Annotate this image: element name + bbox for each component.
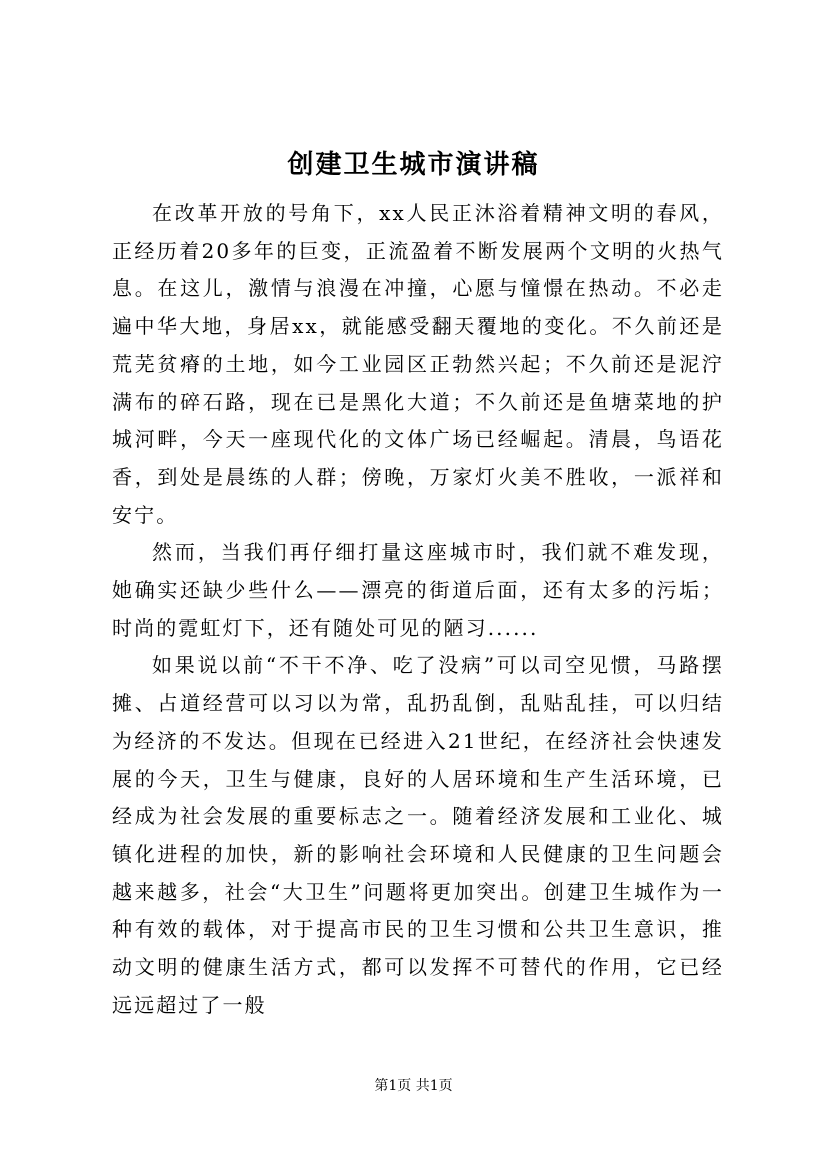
document-body — [112, 195, 724, 1024]
page-footer: 第1页 共1页 — [374, 1078, 453, 1094]
document-title: 创建卫生城市演讲稿 — [287, 150, 540, 180]
paragraph-1: 在改革开放的号角下，xx人民正沐浴着精神文明的春风，正经历着20多年的巨变，正流盈着不断发展两个文明的火热气息。在这儿，激情与浪漫在冲撞，心愿与憧憬在热动。不必走遍中华大地，身居xx，就能感受翻天覆地的变化。不久前还是荒芜贫瘠的土地，如今工业园区正勃然兴起；不久前还是泥泞满布的碎石路，现在已是黑化大道；不久前还是鱼塘菜地的护城河畔，今天一座现代化的文体广场已经崛起。清晨，鸟语花香，到处是晨练的人群；傍晚，万家灯火美不胜收，一派祥和安宁。 — [112, 201, 724, 527]
paragraph-3: 如果说以前“不干不净、吃了没病”可以司空见惯，马路摆摊、占道经营可以习以为常，乱扔乱倒，乱贴乱挂，可以归结为经济的不发达。但现在已经进入21世纪，在经济社会快速发展的今天，卫生与健康，良好的人居环境和生产生活环境，已经成为社会发展的重要标志之一。随着经济发展和工业化、城镇化进程的加快，新的影响社会环境和人民健康的卫生问题会越来越多，社会“大卫生”问题将更加突出。创建卫生城作为一种有效的载体，对于提高市民的卫生习惯和公共卫生意识，推动文明的健康生活方式，都可以发挥不可替代的作用，它已经远远超过了一般 — [112, 653, 724, 1017]
paragraph-2: 然而，当我们再仔细打量这座城市时，我们就不难发现，她确实还缺少些什么——漂亮的街道后面，还有太多的污垢；时尚的霓虹灯下，还有随处可见的陋习...... — [112, 540, 724, 640]
